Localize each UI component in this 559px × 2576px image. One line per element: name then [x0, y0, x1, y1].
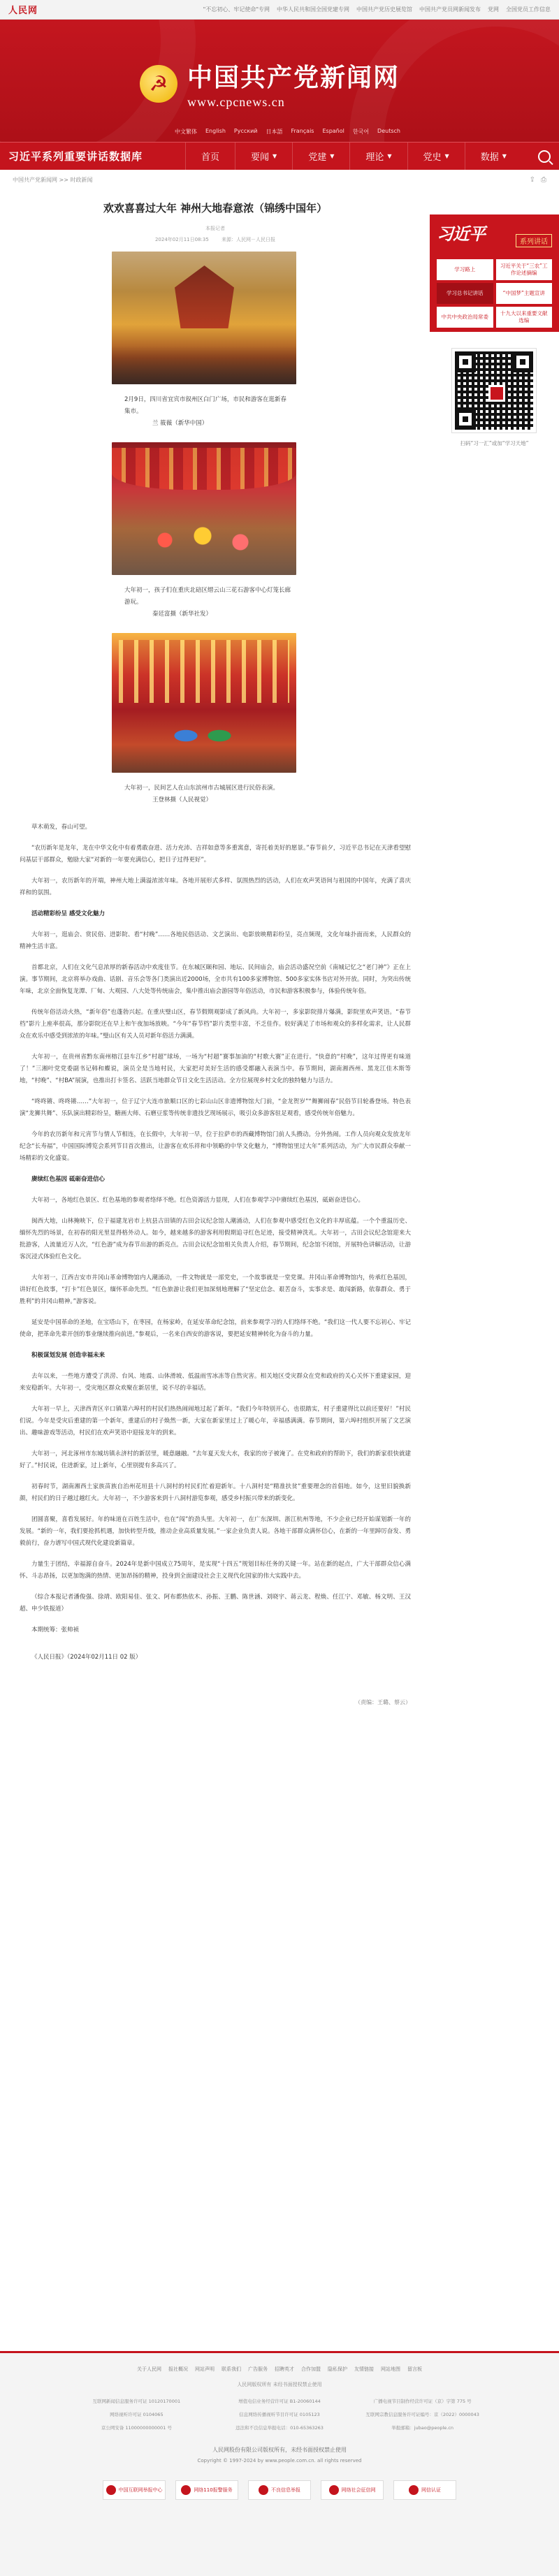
top-link[interactable]: 中国共产党员网新闻发布 — [419, 6, 481, 13]
promo-link[interactable]: 学习总书记讲话 — [437, 283, 493, 304]
site-url: www.cpcnews.cn — [187, 95, 285, 109]
article-time: 2024年02月11日08:35 — [154, 237, 209, 242]
chevron-down-icon: ▼ — [330, 153, 335, 159]
language-link[interactable]: English — [205, 128, 226, 134]
promo-link[interactable]: 中共中央政治局常委 — [437, 307, 493, 328]
nav-item-label: 理论 — [365, 152, 384, 163]
footer-links — [0, 2353, 559, 2373]
badge-icon — [181, 2485, 191, 2495]
footer-badge[interactable] — [248, 2480, 311, 2500]
footer-link[interactable]: 合作加盟 — [301, 2366, 321, 2372]
promo-subtitle: 系列讲话 — [516, 234, 552, 247]
article-paragraph: 大年初一，农历新年的开端，神州大地上满溢浓浓年味。各地开展形式多样、氛围热烈的活动，人们在欢声笑语间与祖国的中国年，充满了喜庆祥和的氛围。 — [20, 878, 411, 896]
article-paragraph: 草木萌发，春山可望。 — [31, 824, 92, 831]
photo-lantern-corridor — [112, 442, 296, 575]
license-text: 互联网宗教信息服务许可证编号：京（2022）0000043 — [365, 2412, 479, 2417]
nav-item-label: 要闻 — [251, 152, 270, 163]
nav-item-5[interactable] — [407, 143, 465, 170]
article-title: 欢欢喜喜过大年 神州大地春意浓（锦绣中国年） — [103, 202, 328, 214]
footer-badges — [0, 2480, 559, 2500]
article-paragraph: 大年初一早上，天津西青区辛口镇第六埠村的村民们热热闹闹地过起了新年。“我们今年特别开心，也很踏实，村子重建得比以前还要好！”村民们说。今年是受灾后重建的第一个新年，重建后的村子焕然一新，大家在新家里过上了暖心年，幸福感满满。春节期间，第六埠村组织开展了文艺演出、趣味游戏等活动，村民们在欢声笑语中迎接龙年的到来。 — [20, 1406, 411, 1436]
sidebar — [430, 189, 559, 447]
footer-link[interactable]: 网站地图 — [381, 2366, 400, 2372]
article-paragraph: 本期统筹：张帅祯 — [31, 1627, 80, 1633]
promo-logo: 习近平 — [437, 224, 485, 244]
photo-caption — [124, 585, 292, 620]
article-paragraph: 团圆喜聚，喜看发展好。年的味道在百姓生活中，也在“闯”的劲头里。大年初一，在广东深圳、浙江杭州等地，不少企业已经开始谋划新一年的发展。“新的一年，我们要抢抓机遇，加快转型升级，推动企业高质量发展。”一家企业负责人说。各地干部群众满怀信心，在新的一年里踔厉奋发、勇毅前行，奋力谱写中国式现代化建设新篇章。 — [20, 1516, 411, 1547]
qr-label: 扫码“习一汇”或加“学习天地” — [460, 440, 529, 446]
speech-database-link[interactable]: 习近平系列重要讲话数据库 — [8, 150, 143, 163]
footer — [0, 2351, 559, 2576]
promo-links — [437, 259, 552, 328]
photo-new-year-market — [112, 252, 296, 384]
badge-label: 网络110报警服务 — [194, 2487, 233, 2493]
license-text: 举报邮箱：jubao@people.cn — [391, 2425, 454, 2431]
footer-link[interactable]: 报社概况 — [168, 2366, 188, 2372]
top-link[interactable]: 中华人民共和国全国党建专网 — [277, 6, 349, 13]
article-paragraph: 大年初一，逛庙会、赏民俗、进影院、看“村晚”……各地民俗活动、文艺演出、电影放映精彩纷呈，亮点频现，文化年味扑面而来，人民群众的精神生活丰富。 — [20, 931, 411, 950]
chevron-down-icon: ▼ — [444, 153, 449, 159]
article-paragraph: 大年初一，在贵州省黔东南州榕江县车江乡“村超”球场，一场为“村超”赛事加油的“村歌大赛”正在进行。“快意的“村晚”，这年过得更有味道了！”三湘叶党党委副书记韩和蝶说，演员全是当地村民，大家把对美好生活的感受都融入表演当中。春节期间，湖南湘西州、黑龙江佳木斯等地，“村晚”、“村BA”展演，也推出打卡签名、活跃当地群众节日文化生活活动。全方位展现乡村文化的独特魅力与活力。 — [20, 1054, 411, 1084]
badge-icon — [409, 2485, 419, 2495]
photo-caption — [124, 394, 292, 430]
qr-block — [430, 349, 559, 447]
promo-link[interactable]: 学习路上 — [437, 259, 493, 280]
section-heading: 积极谋划发展 创造幸福未来 — [31, 1352, 105, 1359]
license-text: 增值电信业务经营许可证 B1-20060144 — [238, 2399, 321, 2404]
top-links — [203, 6, 551, 13]
source-line: 《人民日报》（2024年02月11日 02 版） — [31, 1654, 142, 1661]
masthead — [0, 20, 559, 142]
badge-icon — [259, 2485, 268, 2495]
caption-text: 大年初一，孩子们在重庆北碚区缙云山三花石游客中心灯笼长廊游玩。 — [124, 587, 291, 606]
language-link[interactable]: Español — [322, 128, 344, 134]
license-text: 网络视听许可证 0104065 — [110, 2412, 164, 2417]
nav-item-label: 党史 — [423, 152, 442, 163]
nav-item-6[interactable] — [465, 143, 522, 170]
people-logo[interactable]: 人民网 — [8, 6, 38, 16]
nav-item-label: 首页 — [201, 152, 220, 163]
footer-badge[interactable] — [393, 2480, 456, 2500]
language-link[interactable]: 한국어 — [352, 129, 370, 135]
nav-item-2[interactable] — [235, 143, 292, 170]
license-text: 广播电视节目制作经营许可证（京）字第 775 号 — [373, 2399, 472, 2404]
article-body — [20, 822, 411, 1636]
nav-item-4[interactable] — [349, 143, 407, 170]
license-text: 信息网络传播视听节目许可证 0105123 — [239, 2412, 320, 2417]
footer-link[interactable]: 网站声明 — [195, 2366, 215, 2372]
badge-icon — [329, 2485, 339, 2495]
footer-link[interactable]: 隐私保护 — [328, 2366, 347, 2372]
search-icon[interactable] — [538, 150, 551, 163]
article-paragraph: 传统年俗活动火热，“新年俗”也蓬勃兴起。在重庆璧山区，春节假期观影成了新风尚。大年初一，多家影院排片爆满，影院里欢声笑语。“春节档”影片上座率很高，那分影院还在早上和午夜加场放映。“今年“春节档”影片类型丰富，不乏佳作。较好满足了市场和观众的多样化需求，让人民群众在欢乐中感受到浓浓的年味。”璧山区有关人员对新年俗活力满满。 — [20, 1009, 411, 1040]
footer-link[interactable]: 广告服务 — [248, 2366, 268, 2372]
article-paragraph: 大年初一，各地红色景区、红色基地的参观者络绎不绝。红色资源活力显现，人们在参观学习中赓续红色基因，砥砺奋进信心。 — [31, 1197, 365, 1204]
article-paragraph: 初春时节，湖南湘西土家族苗族自治州花垣县十八洞村的村民们忙着迎新年。十八洞村是“精准扶贫”重要理念的首倡地。如今，这里旧貌换新颜，村民们的日子越过越红火。大年初一，不少游客来到十八洞村游览参观，感受乡村振兴带来的新变化。 — [20, 1483, 411, 1502]
nav-item-label: 党建 — [308, 152, 327, 163]
article-paragraph: 力量生于团结，幸福源自奋斗。2024年是新中国成立75周年，是实现“十四五”规划目标任务的关键一年。站在新的起点，广大干部群众信心满怀、斗志昂扬，以更加饱满的热情、更加昂扬的精神，投身到全面建设社会主义现代化国家的伟大实践中去。 — [20, 1561, 411, 1580]
nav-item-3[interactable] — [292, 143, 349, 170]
license-text: 违法和不良信息举报电话：010-65363263 — [235, 2425, 324, 2431]
article-paragraph: （综合本报记者潘俊强、徐靖、欧阳易佳、张文、阿布都热依木、孙振、王鹏、陈世涵、刘晓宇、蒋云龙、程焕、任江宁、邓敏、杨文明、王汉超、申少铁报道） — [20, 1594, 411, 1613]
badge-label: 不良信息举报 — [271, 2487, 300, 2493]
top-link[interactable]: 党网 — [488, 6, 499, 13]
breadcrumb[interactable]: 中国共产党新闻网 >> 时政新闻 — [13, 176, 93, 183]
xi-speech-promo[interactable] — [430, 214, 559, 332]
article-paragraph: 大年初一，江西吉安市井冈山革命博物馆内人潮涌动，一件文物就是一部党史，一个故事就是一堂党课。井冈山革命博物馆内，传承红色基因，讲好红色故事，“打卡”红色景区，缅怀革命先烈。“红色旅游让我们更加深刻地理解了“坚定信念、艰苦奋斗，实事求是、敢闯新路，依靠群众、勇于胜利”的井冈山精神。”游客说。 — [20, 1274, 411, 1305]
badge-icon — [106, 2485, 116, 2495]
article-source[interactable]: 来源：人民网－人民日报 — [222, 237, 276, 242]
party-emblem-icon: ☭ — [140, 65, 177, 103]
article-paragraph: 延安是中国革命的圣地，在宝塔山下，在枣园，在杨家岭，在延安革命纪念馆，前来参观学习的人们络绎不绝。“我们这一代人要不忘初心、牢记使命，把革命先辈开创的事业继续推向前进。”参观后，一名来自西安的游客说，要把延安精神转化为奋斗的力量。 — [20, 1319, 411, 1338]
promo-link[interactable]: “中国梦”主题宣讲 — [496, 283, 553, 304]
article-meta — [20, 236, 411, 243]
footer-badge[interactable] — [103, 2480, 166, 2500]
language-link[interactable]: 中文繁体 — [175, 129, 197, 135]
article-paragraph: “农历新年是龙年，龙在中华文化中有着勇敢奋进、活力充沛、吉祥如意等多重寓意，寄托着美好的愿景。”春节前夕，习近平总书记在天津看望慰问基层干部群众，勉励大家“对新的一年要充满信心，把日子过得更好”。 — [20, 845, 411, 864]
main-nav — [0, 142, 559, 170]
share-tools — [530, 176, 546, 184]
breadcrumb-row — [0, 170, 559, 189]
language-links — [175, 128, 400, 136]
chevron-down-icon: ▼ — [387, 153, 392, 159]
nav-items — [185, 143, 522, 170]
editor-credit: （责编：王璐、蔡云） — [355, 1699, 411, 1705]
chevron-down-icon: ▼ — [502, 153, 507, 159]
article-paragraph: 去年以来，一些地方遭受了洪涝、台风、地震、山体滑坡、低温雨雪冰冻等自然灾害。相关地区受灾群众在党和政府的关心关怀下重建家园，迎来安稳新年。大年初一，受灾地区群众欢聚在新居里，说不尽的幸福话。 — [20, 1373, 411, 1392]
top-link[interactable]: 中国共产党历史展览馆 — [356, 6, 412, 13]
qr-code-icon — [452, 349, 536, 432]
footer-link[interactable]: 友情链接 — [354, 2366, 374, 2372]
section-heading: 赓续红色基因 砥砺奋进信心 — [31, 1176, 105, 1183]
share-icon[interactable]: ⇪ — [529, 175, 535, 184]
footer-link[interactable]: 招聘英才 — [275, 2366, 294, 2372]
language-link[interactable]: Deutsch — [377, 128, 400, 134]
footer-company: 人民网股份有限公司版权所有，未经书面授权禁止使用 — [212, 2447, 347, 2453]
promo-link[interactable]: 十九大以来重要文献选编 — [496, 307, 553, 328]
nav-item-label: 数据 — [480, 152, 499, 163]
caption-credit: 王登林摄（人民视觉） — [152, 796, 212, 803]
photo-caption — [124, 783, 292, 806]
footer-badge[interactable] — [175, 2480, 238, 2500]
footer-link[interactable]: 留言板 — [407, 2366, 422, 2372]
section-heading: 活动精彩纷呈 感受文化魅力 — [31, 910, 105, 917]
site-title: 中国共产党新闻网 — [187, 63, 400, 92]
license-text: 互联网新闻信息服务许可证 10120170001 — [92, 2399, 181, 2404]
footer-badge[interactable] — [321, 2480, 384, 2500]
article-paragraph: 大年初一，河北涿州市东城坊镇永济村的新居里，暖意融融。“去年夏天发大水，我家的房子被淹了。在党和政府的帮助下，我们的新家很快就建好了。”村民说，住进新家，过上新年，心里别提有多高兴了。 — [20, 1450, 411, 1469]
caption-credit: 兰 筱薇（新华中国） — [152, 420, 208, 427]
footer-link[interactable]: 关于人民网 — [137, 2366, 161, 2372]
caption-credit: 秦廷富摄（新华社发） — [152, 611, 212, 618]
caption-text: 大年初一，民间艺人在山东滨州市古城展区进行民俗表演。 — [124, 785, 280, 792]
article-author: 本报记者 — [205, 226, 225, 231]
footer-notice: 人民网版权所有 未经书面授权禁止使用 — [237, 2382, 322, 2387]
footer-link[interactable]: 联系我们 — [222, 2366, 241, 2372]
site-brand[interactable] — [140, 58, 400, 110]
language-link[interactable]: 日本語 — [266, 129, 283, 135]
language-link[interactable]: Русский — [233, 128, 258, 134]
promo-header — [430, 214, 559, 256]
top-link[interactable]: "不忘初心、牢记使命"专网 — [203, 6, 270, 13]
top-utility-bar — [0, 0, 559, 20]
article — [20, 189, 411, 1706]
license-text: 京公网安备 11000000000001 号 — [101, 2425, 172, 2431]
print-icon[interactable]: ⎙ — [541, 175, 546, 184]
article-paragraph: 首都北京，人们在文化气息浓厚的新春活动中欢度佳节。在东城区颐和园、地坛、民间庙会，庙会活动盛况空前《南城记忆之“老门神”》正在上演。事节期间，北京将举办戏曲、话剧、音乐会等各门类演出近2000场，全市共有100多家博物馆、500多家实体书店对外开放。同时，为突出传统年味，北京全面恢复龙潭、厂甸、大观园、八大处等传统庙会，集中推出庙会游园等年俗活动，市民和游客积极参与，体验传统年俗。 — [20, 964, 411, 995]
top-link[interactable]: 全国党员工作信息 — [506, 6, 551, 13]
language-link[interactable]: Français — [291, 128, 314, 134]
badge-label: 中国互联网举报中心 — [118, 2487, 163, 2493]
photo-folk-performance — [112, 633, 296, 773]
article-paragraph: 今年的农历新年和元宵节与情人节相连，在长假中，大年初一早，位于拉萨市的西藏博物馆门前人头攒动。分外热闹。工作人员向观众发放龙年纪念“长寿福”，中国国际博览会系列节目首次推出，让游客在欢乐祥和中领略的中华文化魅力，“博物馆里过大年”系列活动，为广大市民群众奉献一场精彩的文化盛宴。 — [20, 1131, 411, 1162]
nav-item-1[interactable] — [185, 143, 235, 170]
badge-label: 网络社会征信网 — [341, 2487, 376, 2493]
footer-licenses — [70, 2398, 489, 2431]
article-paragraph: 闽西大地，山林掩映下，位于福建龙岩市上杭县古田镇的古田会议纪念馆人潮涌动，人们在参观中感受红色文化的丰厚底蕴。一个个重温历史、缅怀先烈的场景，在初春的阳光里显得格外动人。如今，越来越多的游客利用假期追寻红色足迹，接受精神洗礼。大年初一，古田会议纪念馆迎来大批游客，人流量近万人次，“红色游”成为春节出游的新亮点。古田会议纪念馆相关负责人介绍，春节期间，纪念馆不闭馆，开展特色讲解活动，让游客沉浸式体验红色文化。 — [20, 1218, 411, 1260]
caption-text: 2月9日，四川省宜宾市叙州区白门广场，市民和游客在逛新春集市。 — [124, 396, 286, 415]
article-paragraph: “咚咚锵、咚咚锵……”大年初一，位于辽宁大连市旅顺口区的七彩山山区非遗博物馆大门前，“金龙贺岁”“舞狮闹春”民俗节目轮番登场。特色表演“龙狮共舞”、乐队演出精彩纷呈，糖画大师、石磨豆浆等传统非遗技艺现场展示，吸引众多游客驻足观看，感受传统年俗魅力。 — [20, 1098, 411, 1117]
chevron-down-icon: ▼ — [273, 153, 277, 159]
badge-label: 网信认证 — [421, 2487, 441, 2493]
promo-link[interactable]: 习近平关于“三农”工作论述摘编 — [496, 259, 553, 280]
footer-copyright: Copyright © 1997-2024 by www.people.com.cn. all rights reserved — [197, 2458, 362, 2464]
